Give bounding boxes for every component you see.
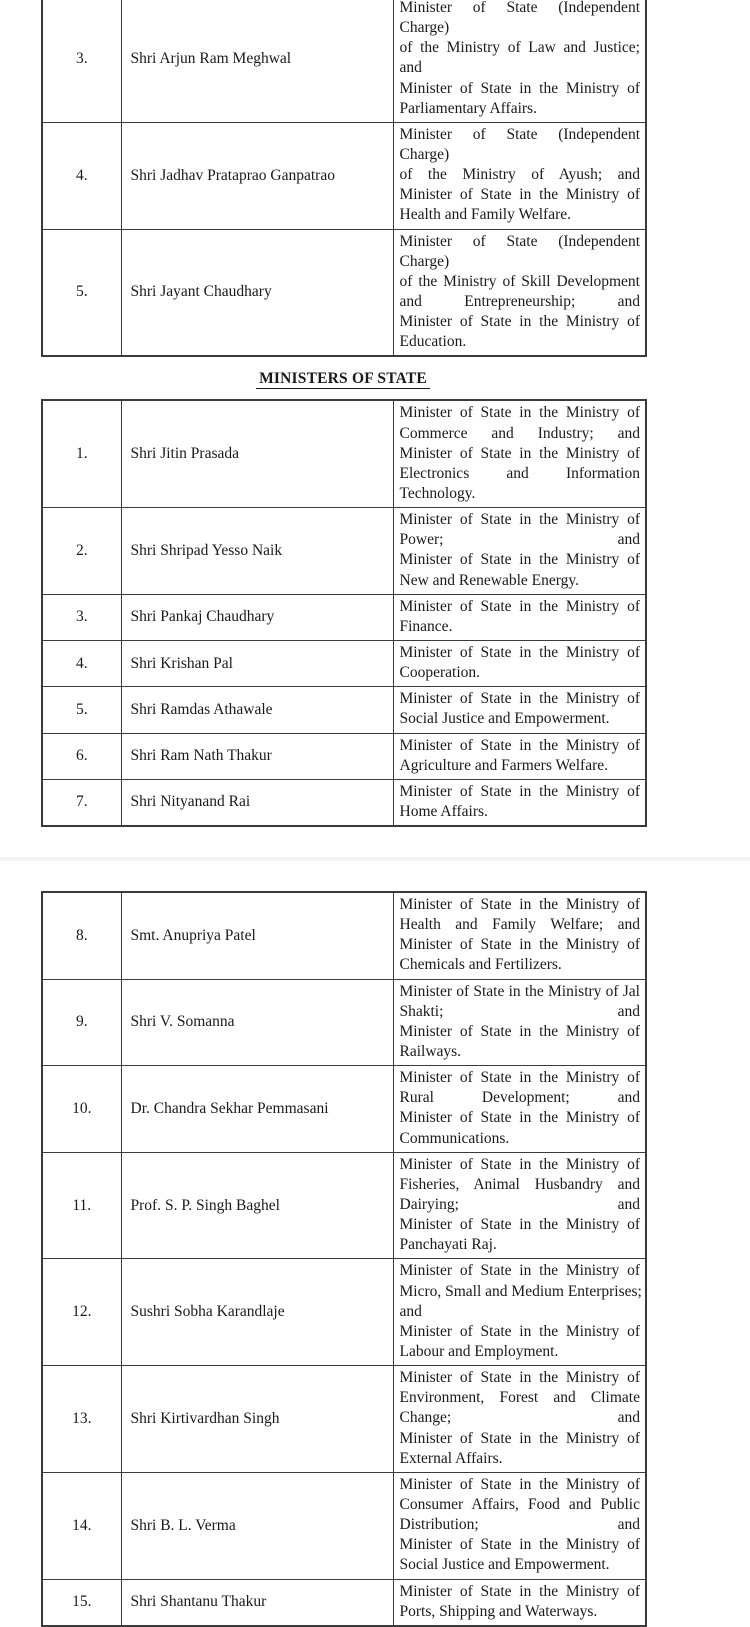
row-portfolio-description xyxy=(393,594,646,640)
portfolio-line: Health and Family Welfare. xyxy=(399,206,571,224)
portfolio-line: Labour and Employment. xyxy=(399,1343,559,1361)
portfolio-line: Minister of State in the Ministry of xyxy=(399,511,640,529)
portfolio-line: Minister of State in the Ministry of Jal xyxy=(399,982,640,1000)
ministers-of-state-body-page2 xyxy=(42,892,646,1626)
ministers-of-state-table-wrapper-page1 xyxy=(0,399,750,827)
row-minister-name: Shri Shantanu Thakur xyxy=(121,1579,393,1626)
table-row xyxy=(42,779,646,826)
row-serial-number: 15. xyxy=(42,1579,121,1626)
table-row xyxy=(42,122,646,229)
row-serial-number: 4. xyxy=(42,122,121,229)
row-portfolio-description xyxy=(393,1579,646,1626)
portfolio-line: Minister of State (Independent Charge) xyxy=(399,232,640,270)
table-row xyxy=(42,640,646,686)
portfolio-line: Health and Family Welfare; and xyxy=(399,916,640,934)
row-serial-number: 8. xyxy=(42,892,121,979)
row-serial-number: 6. xyxy=(42,733,121,779)
portfolio-line: Micro, Small and Medium Enterprises; xyxy=(399,1282,642,1300)
portfolio-line: Minister of State in the Ministry of xyxy=(399,597,640,615)
row-minister-name: Shri Jitin Prasada xyxy=(121,400,393,507)
portfolio-line: Consumer Affairs, Food and Public xyxy=(399,1496,640,1513)
row-portfolio-description xyxy=(393,0,646,122)
portfolio-line: Parliamentary Affairs. xyxy=(399,99,537,117)
row-portfolio-description xyxy=(393,1259,646,1366)
portfolio-line: and Entrepreneurship; and xyxy=(399,292,640,310)
row-minister-name: Smt. Anupriya Patel xyxy=(121,892,393,979)
table-row xyxy=(42,0,646,122)
row-portfolio-description xyxy=(393,229,646,356)
row-serial-number: 5. xyxy=(42,229,121,356)
section-heading-text: MINISTERS OF STATE xyxy=(256,370,430,389)
table-row xyxy=(42,1259,646,1366)
portfolio-line: Commerce and Industry; and xyxy=(399,424,640,442)
row-serial-number: 4. xyxy=(42,640,121,686)
row-minister-name: Shri Krishan Pal xyxy=(121,640,393,686)
row-serial-number: 12. xyxy=(42,1259,121,1366)
row-serial-number: 13. xyxy=(42,1366,121,1473)
portfolio-line: Power; and xyxy=(399,531,640,549)
table-row xyxy=(42,400,646,507)
independent-charge-table xyxy=(41,0,647,357)
row-portfolio-description xyxy=(393,1152,646,1259)
portfolio-line: Minister of State (Independent Charge) xyxy=(399,125,640,163)
row-portfolio-description xyxy=(393,508,646,595)
portfolio-line: of the Ministry of Law and Justice; and xyxy=(399,39,640,77)
portfolio-line: Minister of State in the Ministry of xyxy=(399,1069,640,1087)
row-minister-name: Dr. Chandra Sekhar Pemmasani xyxy=(121,1066,393,1153)
ministers-of-state-body-page1 xyxy=(42,400,646,826)
portfolio-line: Minister of State in the Ministry of xyxy=(399,782,640,800)
portfolio-line: Fisheries, Animal Husbandry and xyxy=(399,1175,640,1193)
portfolio-line: Agriculture and Farmers Welfare. xyxy=(399,756,608,774)
row-serial-number: 7. xyxy=(42,779,121,826)
row-portfolio-description xyxy=(393,1066,646,1153)
table-row xyxy=(42,733,646,779)
portfolio-line: Minister of State in the Ministry of xyxy=(399,690,640,708)
row-serial-number: 3. xyxy=(42,594,121,640)
portfolio-line: Minister of State in the Ministry of xyxy=(399,313,640,331)
row-minister-name: Shri Nityanand Rai xyxy=(121,779,393,826)
portfolio-line: Minister of State in the Ministry of xyxy=(399,1155,640,1173)
row-portfolio-description xyxy=(393,640,646,686)
portfolio-line: Finance. xyxy=(399,617,453,635)
portfolio-line: Distribution; and xyxy=(399,1516,640,1534)
row-minister-name: Shri Jayant Chaudhary xyxy=(121,229,393,356)
independent-charge-table-wrapper xyxy=(0,0,750,357)
row-minister-name: Sushri Sobha Karandlaje xyxy=(121,1259,393,1366)
row-portfolio-description xyxy=(393,733,646,779)
portfolio-line: Minister of State in the Ministry of xyxy=(399,1369,640,1387)
row-serial-number: 10. xyxy=(42,1066,121,1153)
row-minister-name: Shri B. L. Verma xyxy=(121,1472,393,1579)
portfolio-line: Minister of State in the Ministry of xyxy=(399,736,640,754)
portfolio-line: Home Affairs. xyxy=(399,802,488,820)
portfolio-line: Dairying; and xyxy=(399,1196,640,1214)
row-minister-name: Shri Pankaj Chaudhary xyxy=(121,594,393,640)
portfolio-line: Change; and xyxy=(399,1409,640,1427)
portfolio-line: New and Renewable Energy. xyxy=(399,571,579,589)
ministers-of-state-table-page2 xyxy=(41,891,647,1627)
portfolio-line: of the Ministry of Skill Development xyxy=(399,272,640,290)
row-portfolio-description xyxy=(393,1472,646,1579)
portfolio-line: Minister of State in the Ministry of xyxy=(399,896,640,914)
table-row xyxy=(42,594,646,640)
table-row xyxy=(42,229,646,356)
row-portfolio-description xyxy=(393,687,646,733)
portfolio-line: Minister of State in the Ministry of xyxy=(399,643,640,661)
ministers-of-state-table-wrapper-page2 xyxy=(0,891,750,1627)
portfolio-line: Minister of State in the Ministry of xyxy=(399,1429,640,1447)
portfolio-line: Ports, Shipping and Waterways. xyxy=(399,1602,598,1620)
row-serial-number: 11. xyxy=(42,1152,121,1259)
row-minister-name: Shri Ram Nath Thakur xyxy=(121,733,393,779)
portfolio-line: Education. xyxy=(399,333,467,351)
portfolio-line: Technology. xyxy=(399,484,476,502)
portfolio-line: Minister of State in the Ministry of xyxy=(399,1475,640,1493)
page-break-gap xyxy=(0,827,750,857)
row-portfolio-description xyxy=(393,400,646,507)
row-minister-name: Shri Jadhav Prataprao Ganpatrao xyxy=(121,122,393,229)
row-serial-number: 2. xyxy=(42,508,121,595)
portfolio-line: Railways. xyxy=(399,1043,462,1061)
portfolio-line: Electronics and Information xyxy=(399,464,640,482)
table-row xyxy=(42,1472,646,1579)
portfolio-line: Social Justice and Empowerment. xyxy=(399,1556,610,1574)
row-serial-number: 3. xyxy=(42,0,121,122)
portfolio-line: Minister of State in the Ministry of xyxy=(399,79,640,97)
portfolio-line: Social Justice and Empowerment. xyxy=(399,710,610,728)
row-serial-number: 14. xyxy=(42,1472,121,1579)
portfolio-line: External Affairs. xyxy=(399,1449,503,1467)
portfolio-line: Minister of State in the Ministry of xyxy=(399,1322,640,1340)
row-minister-name: Prof. S. P. Singh Baghel xyxy=(121,1152,393,1259)
row-portfolio-description xyxy=(393,979,646,1066)
ministers-of-state-table-page1 xyxy=(41,399,647,827)
portfolio-line: of the Ministry of Ayush; and xyxy=(399,166,640,184)
page-break-gap-lower xyxy=(0,861,750,891)
independent-charge-table-body xyxy=(42,0,646,356)
section-heading-ministers-of-state xyxy=(41,357,645,399)
portfolio-line: Cooperation. xyxy=(399,664,480,682)
table-row xyxy=(42,508,646,595)
portfolio-line: Minister of State in the Ministry of xyxy=(399,1216,640,1234)
document-page-2 xyxy=(0,891,750,1627)
row-minister-name: Shri Shripad Yesso Naik xyxy=(121,508,393,595)
portfolio-line: Minister of State in the Ministry of xyxy=(399,1582,640,1600)
portfolio-line: Minister of State (Independent Charge) xyxy=(399,0,640,37)
row-minister-name: Shri V. Somanna xyxy=(121,979,393,1066)
row-serial-number: 9. xyxy=(42,979,121,1066)
portfolio-line: Chemicals and Fertilizers. xyxy=(399,956,562,974)
table-row xyxy=(42,687,646,733)
portfolio-line: Rural Development; and xyxy=(399,1089,640,1107)
portfolio-line: Minister of State in the Ministry of xyxy=(399,1022,640,1040)
row-portfolio-description xyxy=(393,1366,646,1473)
table-row xyxy=(42,1152,646,1259)
row-minister-name: Shri Arjun Ram Meghwal xyxy=(121,0,393,122)
row-serial-number: 5. xyxy=(42,687,121,733)
row-minister-name: Shri Ramdas Athawale xyxy=(121,687,393,733)
portfolio-line: Panchayati Raj. xyxy=(399,1236,497,1254)
portfolio-line: Minister of State in the Ministry of xyxy=(399,404,640,422)
portfolio-line: and xyxy=(399,1302,422,1320)
table-row xyxy=(42,1579,646,1626)
portfolio-line: Shakti; and xyxy=(399,1002,640,1020)
portfolio-line: Minister of State in the Ministry of xyxy=(399,1262,640,1280)
portfolio-line: Minister of State in the Ministry of xyxy=(399,444,640,462)
portfolio-line: Minister of State in the Ministry of xyxy=(399,1109,640,1127)
portfolio-line: Minister of State in the Ministry of xyxy=(399,551,640,569)
row-portfolio-description xyxy=(393,892,646,979)
portfolio-line: Minister of State in the Ministry of xyxy=(399,1536,640,1554)
portfolio-line: Minister of State in the Ministry of xyxy=(399,186,640,204)
row-serial-number: 1. xyxy=(42,400,121,507)
row-portfolio-description xyxy=(393,122,646,229)
table-row xyxy=(42,1366,646,1473)
table-row xyxy=(42,1066,646,1153)
row-portfolio-description xyxy=(393,779,646,826)
portfolio-line: Communications. xyxy=(399,1129,510,1147)
portfolio-line: Minister of State in the Ministry of xyxy=(399,936,640,954)
table-row xyxy=(42,979,646,1066)
row-minister-name: Shri Kirtivardhan Singh xyxy=(121,1366,393,1473)
portfolio-line: Environment, Forest and Climate xyxy=(399,1389,640,1407)
table-row xyxy=(42,892,646,979)
